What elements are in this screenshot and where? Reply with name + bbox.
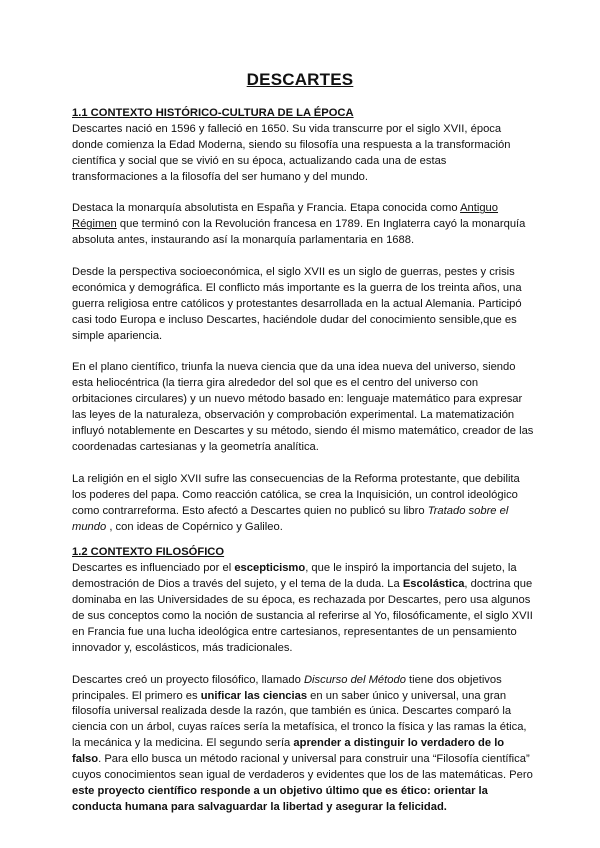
bold-objective-unify-sciences: unificar las ciencias <box>200 689 308 702</box>
paragraph-text: . Para ello busca un método racional y universal para construir una “Filosofía científica” cuyos conocimientos sean igual de verdaderos y evidentes que los de las matemáticas. Pero <box>72 753 533 782</box>
paragraph-text: , doctrina que dominaba en las Universidades de su época, es rechazada por Descartes, pero usa algunos de sus conceptos como la noción de sustancia al referirse al Yo, filosóficamente, el siglo XVII en Francia fue una lucha ideológica entre cartesianos, representantes de un pensamiento innovador y, escolásticos, más tradicionales. <box>72 578 533 654</box>
book-title-italic: Discurso del Método <box>303 673 406 686</box>
paragraph-text: en un saber único y universal, una gran filosofía universal realizada desde la razón, que también es única. Descartes comparó la ciencia con un árbol, cuyas raíces sería la metafísica, el tronco la física y las ramas la ética, la mecánica y la medicina. El segundo sería <box>72 689 527 750</box>
paragraph-political-context <box>72 201 534 249</box>
paragraph-biography: Descartes nació en 1596 y falleció en 1650. Su vida transcurre por el siglo XVII, época donde comienza la Edad Moderna, siendo su filosofía una respuesta a la transformación científica y social que se vivió en su época, actualizando cada una de estas transformaciones a la filosofía del ser humano y del mundo. <box>72 122 511 183</box>
section-heading-historical-context: 1.1 CONTEXTO HISTÓRICO-CULTURA DE LA ÉPOCA <box>72 107 354 119</box>
paragraph-text: , con ideas de Copérnico y Galileo. <box>106 520 283 533</box>
paragraph-philosophical-project <box>72 673 534 816</box>
paragraph-text: Destaca la monarquía absolutista en España y Francia. Etapa conocida como <box>72 202 461 215</box>
bold-ethical-objective: este proyecto científico responde a un objetivo último que es ético: orientar la conducta humana para salvaguardar la libertad y asegurar la felicidad. <box>72 784 488 813</box>
section-heading-philosophical-context: 1.2 CONTEXTO FILOSÓFICO <box>72 546 225 559</box>
bold-term-escepticismo: escepticismo <box>234 562 306 575</box>
paragraph-text: Descartes creó un proyecto filosófico, llamado <box>72 673 304 686</box>
paragraph-socioeconomic-context: Desde la perspectiva socioeconómica, el siglo XVII es un siglo de guerras, pestes y crisis económica y demográfica. El conflicto más importante es la guerra de los treinta años, una guerra religiosa entre católicos y protestantes desarrollada en la actual Alemania. Participó casi todo Europa e incluso Descartes, haciéndole dudar del conocimiento sensible,que es simple apariencia. <box>72 266 522 342</box>
bold-objective-distinguish-truth: aprender a distinguir lo verdadero de lo falso <box>72 737 505 766</box>
paragraph-text: tiene dos objetivos principales. El primero es <box>72 673 502 702</box>
document-body <box>72 106 534 816</box>
paragraph-religious-context <box>72 472 534 536</box>
paragraph-philosophical-influences <box>72 561 534 656</box>
antiguo-regimen-link[interactable]: Antiguo Régimen <box>72 202 499 231</box>
bold-term-escolastica: Escolástica <box>402 578 465 591</box>
paragraph-text: que terminó con la Revolución francesa en 1789. En Inglaterra cayó la monarquía absoluta antes, instaurando así la monarquía parlamentaria en 1688. <box>72 218 526 247</box>
paragraph-text: , que le inspiró la importancia del sujeto, la demostración de Dios a través del sujeto, y el tema de la duda. La <box>72 562 517 591</box>
paragraph-scientific-context: En el plano científico, triunfa la nueva ciencia que da una idea nueva del universo, siendo esta heliocéntrica (la tierra gira alrededor del sol que es el centro del universo con orbitaciones circulares) y un nuevo método basado en: lenguaje matemático para expresar las leyes de la naturaleza, observación y comprobación experimental. La matematización influyó notablemente en Descartes y su método, siendo él mismo matemático, creador de las coordenadas cartesianas y la geometría analítica. <box>72 361 534 453</box>
paragraph-text: Descartes es influenciado por el <box>72 562 235 575</box>
paragraph-text: La religión en el siglo XVII sufre las consecuencias de la Reforma protestante, que debilita los poderes del papa. Como reacción católica, se crea la Inquisición, un control ideológico como contrarreforma. Esto afectó a Descartes quien no publicó su libro <box>72 472 520 517</box>
book-title-italic: Tratado sobre el mundo <box>72 504 509 533</box>
document-title: DESCARTES <box>246 70 354 89</box>
